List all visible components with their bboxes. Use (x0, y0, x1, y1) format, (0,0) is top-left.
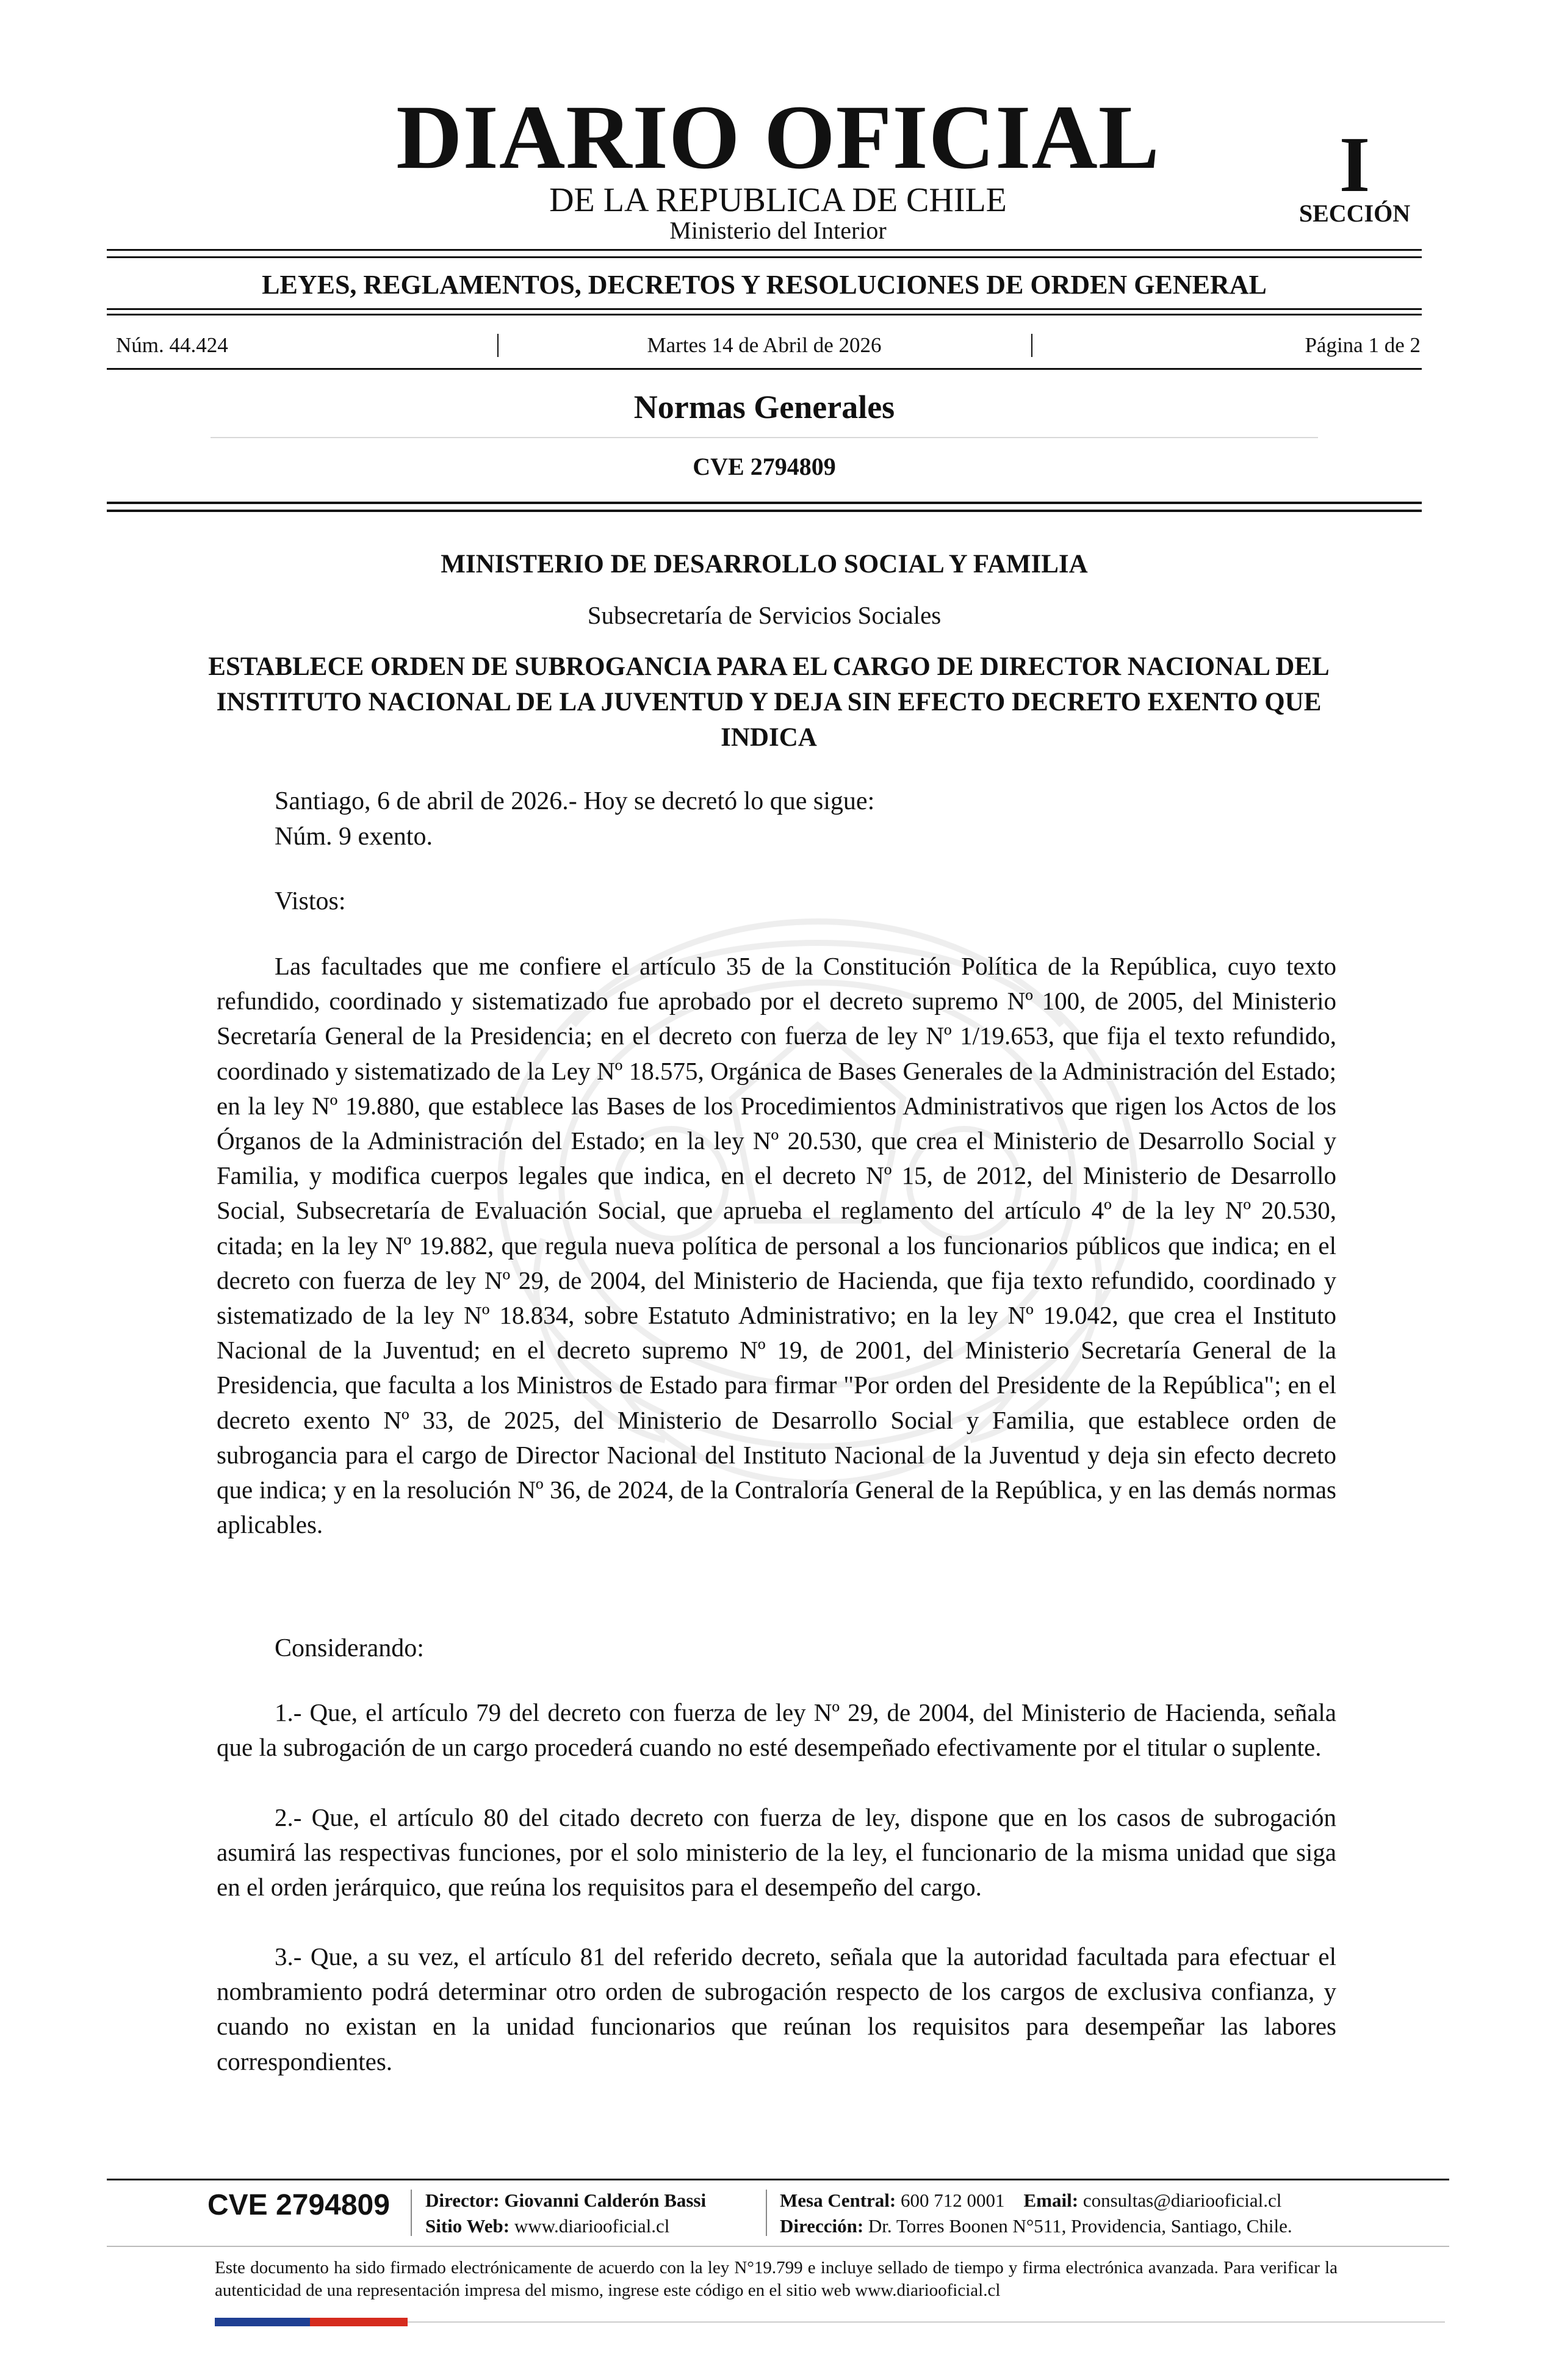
category-underline (211, 437, 1318, 438)
band-title: LEYES, REGLAMENTOS, DECRETOS Y RESOLUCIONES DE ORDEN GENERAL (262, 270, 1267, 300)
subsecretaria: Subsecretaría de Servicios Sociales (587, 601, 942, 629)
vistos-label: Vistos: (275, 887, 346, 915)
footer-divider (411, 2190, 412, 2236)
place-date: Santiago, 6 de abril de 2026.- Hoy se decretó lo que sigue: (275, 787, 875, 815)
rule-top-1 (107, 249, 1422, 251)
masthead-ministry: Ministerio del Interior (669, 217, 887, 244)
website-link[interactable]: www.diariooficial.cl (514, 2215, 670, 2237)
page-indicator: Página 1 de 2 (1305, 333, 1421, 357)
section-number: I (1339, 121, 1371, 209)
considerando-paragraph: 1.- Que, el artículo 79 del decreto con fuerza de ley Nº 29, de 2004, del Ministerio de Hacienda, señala que la subrogación de un cargo procederá cuando no esté desempeñado efectivamente por el titular o suplente. (217, 1698, 1336, 1762)
footer-rule (107, 2179, 1449, 2180)
masthead-title: DIARIO OFICIAL (396, 87, 1160, 188)
decree-number: Núm. 9 exento. (275, 823, 433, 851)
footer-rule-thin (107, 2246, 1449, 2247)
footer-website: Sitio Web: www.diariooficial.cl (425, 2215, 670, 2237)
footer-address: Dirección: Dr. Torres Boonen N°511, Providencia, Santiago, Chile. (780, 2215, 1292, 2237)
masthead-subtitle: DE LA REPUBLICA DE CHILE (549, 181, 1007, 219)
flag-stripe-red (310, 2318, 408, 2326)
flag-stripe-blue (215, 2318, 310, 2326)
rule-cve-2 (107, 510, 1422, 512)
footer-director: Director: Giovanni Calderón Bassi (425, 2190, 707, 2211)
issue-date: Martes 14 de Abril de 2026 (647, 333, 882, 357)
issue-number: Núm. 44.424 (116, 333, 228, 357)
cve-code: CVE 2794809 (693, 453, 836, 480)
section-label: SECCIÓN (1298, 200, 1411, 227)
footer-cve-code: CVE 2794809 (207, 2189, 390, 2221)
rule-info (107, 368, 1422, 370)
rule-band-1 (107, 308, 1422, 310)
rule-top-2 (107, 256, 1422, 258)
footer-divider (766, 2190, 767, 2236)
footer-bottom-rule (408, 2321, 1445, 2323)
rule-cve-1 (107, 502, 1422, 504)
decree-title: ESTABLECE ORDEN DE SUBROGANCIA PARA EL CARGO DE DIRECTOR NACIONAL DEL INSTITUTO NACIONAL DE LA JUVENTUD Y DEJA SIN EFECTO DECRETO EXENTO QUE INDICA (208, 652, 1330, 752)
considerando-paragraph: 3.- Que, a su vez, el artículo 81 del referido decreto, señala que la autoridad facultada para efectuar el nombramiento podrá determinar otro orden de subrogación respecto de los cargos de exclusiva confianza, y cuando no existan en la unidad funcionarios que reúnan los requisitos para desempeñar las labores correspondientes. (217, 1942, 1336, 2075)
vistos-text: Las facultades que me confiere el artículo 35 de la Constitución Política de la República, cuyo texto refundido, coordinado y sistematizado fue aprobado por el decreto supremo Nº 100, de 2005, del Ministerio Secretaría General de la Presidencia; en el decreto con fuerza de ley Nº 1/19.653, que fija el texto refundido, coordinado y sistematizado de la Ley Nº 18.575, Orgánica de Bases Generales de la Administración del Estado; en la ley Nº 19.880, que establece las Bases de los Procedimientos Administrativos que rigen los Actos de los Órganos de la Administración del Estado; en la ley Nº 20.530, que crea el Ministerio de Desarrollo Social y Familia, y modifica cuerpos legales que indica, en el decreto Nº 15, de 2012, del Ministerio de Desarrollo Social, Subsecretaría de Evaluación Social, que aprueba el reglamento del artículo 4º de la ley Nº 20.530, citada; en la ley Nº 19.882, que regula nueva política de personal a los funcionarios públicos que indica; en el decreto con fuerza de ley Nº 29, de 2004, del Ministerio de Hacienda, que fija texto refundido, coordinado y sistematizado de la ley Nº 18.834, sobre Estatuto Administrativo; en la ley Nº 19.042, que crea el Instituto Nacional de la Juventud; en el decreto supremo Nº 19, de 2001, del Ministerio Secretaría General de la Presidencia, que faculta a los Ministros de Estado para firmar "Por orden del Presidente de la República"; en el decreto exento Nº 33, de 2025, del Ministerio de Desarrollo Social y Familia, que establece orden de subrogancia para el cargo de Director Nacional del Instituto Nacional de la Juventud y deja sin efecto decreto que indica; y en la resolución Nº 36, de 2024, de la Contraloría General de la República, y en las demás normas aplicables. (217, 952, 1336, 1539)
considerando-paragraph: 2.- Que, el artículo 80 del citado decreto con fuerza de ley, dispone que en los casos de subrogación asumirá las respectivas funciones, por el solo ministerio de la ley, el funcionario de la misma unidad que siga en el orden jerárquico, que reúna los requisitos para el desempeño del cargo. (217, 1803, 1336, 1902)
footer-legal-notice: Este documento ha sido firmado electrónicamente de acuerdo con la ley N°19.799 e incluye sellado de tiempo y firma electrónica avanzada. Para verificar la autenticidad de una representación impresa del mismo, ingrese este código en el sitio web www.diariooficial.cl (215, 2258, 1338, 2300)
footer-phone-email: Mesa Central: 600 712 0001 Email: consultas@diariooficial.cl (780, 2190, 1282, 2211)
email-link[interactable]: consultas@diariooficial.cl (1082, 2190, 1282, 2211)
considerando-label: Considerando: (275, 1634, 424, 1662)
category-heading: Normas Generales (633, 389, 895, 425)
info-divider (1031, 334, 1032, 357)
ministry-name: MINISTERIO DE DESARROLLO SOCIAL Y FAMILIA (441, 550, 1088, 579)
rule-band-2 (107, 314, 1422, 316)
